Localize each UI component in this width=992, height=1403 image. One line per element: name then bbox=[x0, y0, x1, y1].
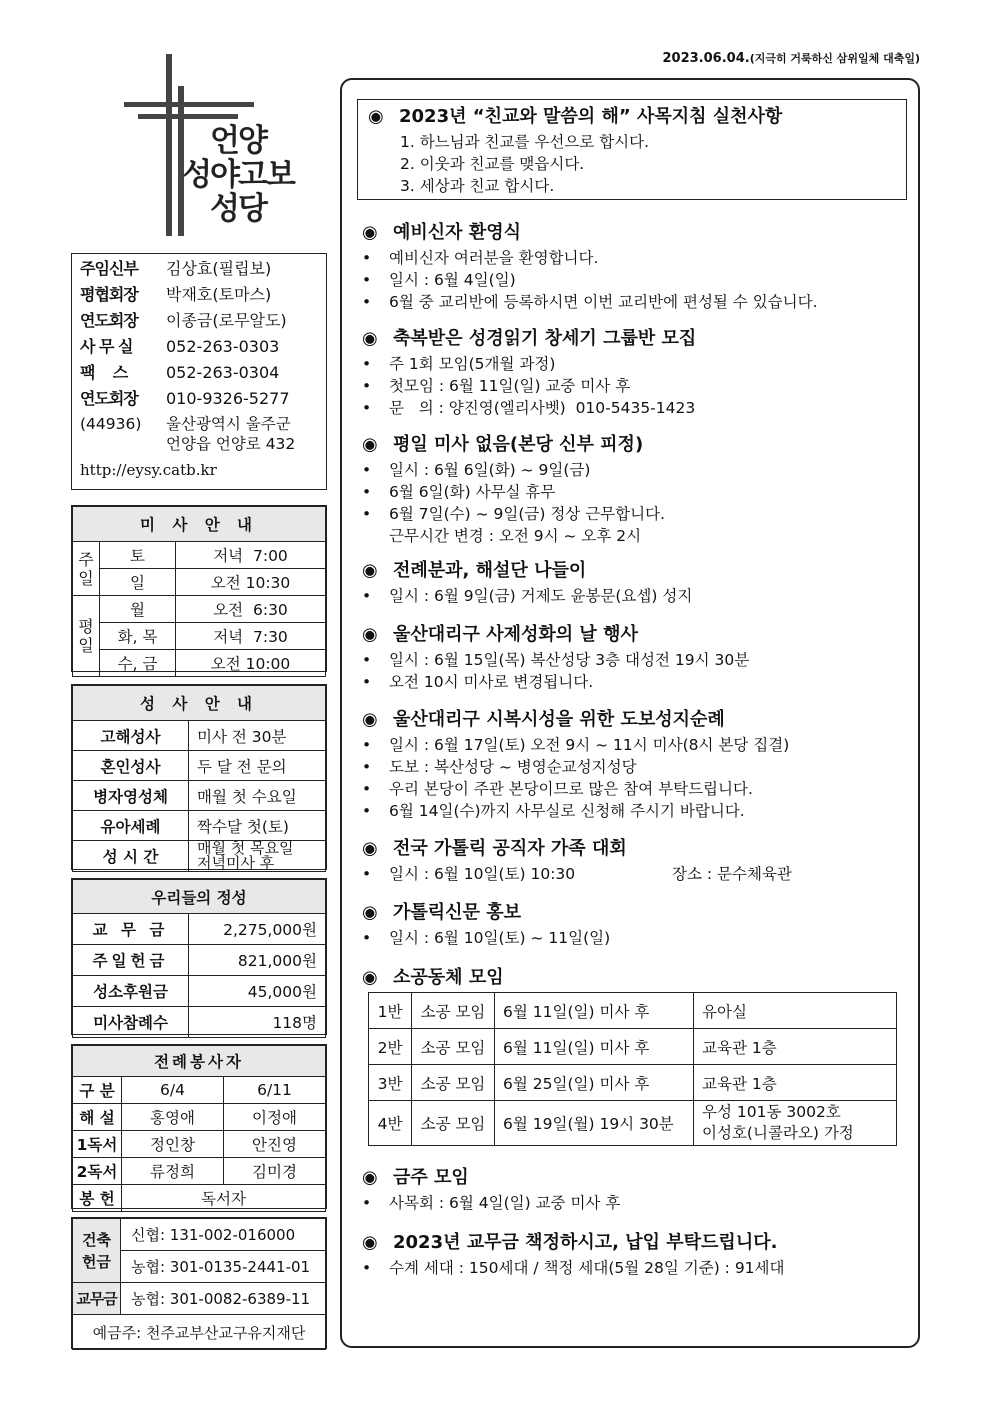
offering-summary bbox=[71, 878, 327, 1035]
group-type: 소공 모임 bbox=[412, 1065, 495, 1101]
section-mark-icon: ◉ bbox=[362, 434, 378, 455]
servers-label: 1독서 bbox=[73, 1131, 122, 1158]
section-catholic-newspaper bbox=[362, 899, 910, 949]
sacrament-guide bbox=[71, 684, 327, 870]
theme-item: 1. 하느님과 친교를 우선으로 합시다. bbox=[400, 133, 650, 151]
section-mark-icon: ◉ bbox=[362, 902, 378, 923]
info-label: 연도회장 bbox=[80, 389, 138, 408]
group-type: 소공 모임 bbox=[412, 993, 495, 1029]
group-number: 3반 bbox=[369, 1065, 412, 1101]
info-value: 김상효(필립보) bbox=[166, 259, 272, 278]
bulletin-date bbox=[663, 50, 921, 66]
bullet-text: 사목회 : 6월 4일(일) 교중 미사 후 bbox=[389, 1194, 621, 1212]
sacrament-label: 병자영성체 bbox=[73, 781, 189, 811]
bullet-text: 우리 본당이 주관 본당이므로 많은 참여 부탁드립니다. bbox=[389, 780, 753, 798]
section-tithe bbox=[362, 1229, 910, 1279]
group-place: 교육관 1층 bbox=[694, 1029, 897, 1065]
section-mark-icon: ◉ bbox=[362, 560, 378, 581]
section-title: ◉ 2023년 교무금 책정하시고, 납입 부탁드립니다. bbox=[362, 1229, 910, 1257]
servers-title: 전례봉사자 bbox=[73, 1046, 326, 1077]
section-mark-icon: ◉ bbox=[362, 222, 378, 243]
table-row bbox=[369, 1101, 897, 1146]
section-mark-icon: ◉ bbox=[362, 328, 378, 349]
mass-day: 일 bbox=[100, 569, 176, 596]
offering-title: 우리들의 정성 bbox=[73, 880, 326, 914]
section-mark-icon: ◉ bbox=[368, 106, 384, 127]
mass-time: 오전 10:30 bbox=[176, 569, 326, 596]
sacrament-label: 고해성사 bbox=[73, 721, 189, 751]
liturgy-servers bbox=[71, 1044, 327, 1209]
theme-item: 3. 세상과 친교 합시다. bbox=[400, 177, 555, 195]
parish-name: 언양 성야고보 성당 bbox=[182, 123, 294, 227]
group-type: 소공 모임 bbox=[412, 1029, 495, 1065]
group-number: 4반 bbox=[369, 1101, 412, 1146]
server-name: 홍영애 bbox=[122, 1104, 224, 1131]
mass-schedule bbox=[71, 505, 327, 672]
group-place: 유아실 bbox=[694, 993, 897, 1029]
bullet-text: 수계 세대 : 150세대 / 책정 세대(5월 28일 기준) : 91세대 bbox=[389, 1259, 785, 1277]
section-title: ◉ 예비신자 환영식 bbox=[362, 219, 910, 247]
account-number: 농협: 301-0135-2441-01 bbox=[121, 1251, 326, 1283]
server-name: 독서자 bbox=[122, 1185, 326, 1212]
server-name: 김미경 bbox=[224, 1158, 326, 1185]
group-place: 우성 101동 3002호 이성호(니콜라오) 가정 bbox=[694, 1101, 897, 1146]
mass-time: 오전 10:00 bbox=[176, 650, 326, 677]
sacrament-value: 미사 전 30분 bbox=[189, 721, 326, 751]
bullet-icon: • bbox=[362, 249, 372, 267]
table-row bbox=[369, 1065, 897, 1101]
info-label: 사 무 실 bbox=[80, 337, 133, 356]
section-liturgy-outing bbox=[362, 557, 910, 607]
server-name: 이정애 bbox=[224, 1104, 326, 1131]
group-place: 교육관 1층 bbox=[694, 1065, 897, 1101]
bullet-text: 주 1회 모임(5개월 과정) bbox=[389, 355, 556, 373]
tithe-label: 교무금 bbox=[73, 1283, 121, 1315]
servers-date: 6/11 bbox=[224, 1077, 326, 1104]
section-title: ◉ 금주 모임 bbox=[362, 1164, 910, 1192]
section-weekly-meeting bbox=[362, 1164, 910, 1214]
servers-label: 봉 헌 bbox=[73, 1185, 122, 1212]
bullet-icon: • bbox=[362, 587, 372, 605]
info-value: 052-263-0303 bbox=[166, 337, 280, 356]
account-number: 농협: 301-0082-6389-11 bbox=[121, 1283, 326, 1315]
bullet-text: 도보 : 복산성당 ~ 병영순교성지성당 bbox=[389, 758, 637, 776]
section-title: ◉ 전례분과, 해설단 나들이 bbox=[362, 557, 910, 585]
section-no-weekday-mass bbox=[362, 431, 910, 547]
section-mark-icon: ◉ bbox=[362, 1167, 378, 1188]
info-label: 팩 스 bbox=[80, 363, 128, 382]
section-mark-icon: ◉ bbox=[362, 624, 378, 645]
bullet-text: 6월 7일(수) ~ 9일(금) 정상 근무합니다. bbox=[389, 505, 665, 523]
sacrament-title: 성 사 안 내 bbox=[73, 686, 326, 721]
mass-time: 저녁 7:30 bbox=[176, 623, 326, 650]
bullet-text: 6월 6일(화) 사무실 휴무 bbox=[389, 483, 556, 501]
mass-time: 저녁 7:00 bbox=[176, 542, 326, 569]
bullet-icon: • bbox=[362, 780, 372, 798]
mass-day: 월 bbox=[100, 596, 176, 623]
group-time: 6월 11일(일) 미사 후 bbox=[495, 1029, 694, 1065]
section-mark-icon: ◉ bbox=[362, 967, 378, 988]
bullet-text: 일시 : 6월 10일(토) 10:30 bbox=[389, 865, 576, 883]
section-priest-sanctification bbox=[362, 621, 910, 693]
mass-day: 화, 목 bbox=[100, 623, 176, 650]
sacrament-label: 유아세례 bbox=[73, 811, 189, 841]
pastoral-theme bbox=[357, 99, 907, 200]
bullet-text: 일시 : 6월 9일(금) 거제도 윤봉문(요셉) 성지 bbox=[389, 587, 693, 605]
info-value: 박재호(토마스) bbox=[166, 285, 272, 304]
bullet-icon: • bbox=[362, 673, 372, 691]
offering-value: 2,275,000원 bbox=[189, 914, 326, 945]
date-text: 2023.06.04. bbox=[662, 51, 750, 66]
bullet-icon: • bbox=[362, 929, 372, 947]
group-type: 소공 모임 bbox=[412, 1101, 495, 1146]
bullet-icon: • bbox=[362, 355, 372, 373]
bullet-icon: • bbox=[362, 1259, 372, 1277]
sacrament-label: 성 시 간 bbox=[73, 841, 189, 872]
bullet-text: 오전 10시 미사로 변경됩니다. bbox=[389, 673, 594, 691]
parish-logo bbox=[124, 54, 294, 236]
sacrament-value: 매월 첫 목요일 저녁미사 후 bbox=[189, 841, 326, 872]
bullet-icon: • bbox=[362, 865, 372, 883]
section-small-community bbox=[362, 964, 910, 992]
bullet-icon: • bbox=[362, 505, 372, 523]
section-mark-icon: ◉ bbox=[362, 838, 378, 859]
section-title: ◉ 울산대리구 시복시성을 위한 도보성지순례 bbox=[362, 706, 910, 734]
sunday-label: 주 일 bbox=[73, 542, 100, 596]
bullet-icon: • bbox=[362, 399, 372, 417]
bullet-icon: • bbox=[362, 377, 372, 395]
group-number: 1반 bbox=[369, 993, 412, 1029]
building-fund-label: 건축 헌금 bbox=[73, 1219, 121, 1283]
sacrament-value: 매월 첫 수요일 bbox=[189, 781, 326, 811]
offering-label: 주일헌금 bbox=[73, 945, 189, 976]
servers-date: 6/4 bbox=[122, 1077, 224, 1104]
offering-label: 미사참례수 bbox=[73, 1007, 189, 1038]
bullet-text: 일시 : 6월 4일(일) bbox=[389, 271, 516, 289]
sacrament-value: 짝수달 첫(토) bbox=[189, 811, 326, 841]
weekday-label: 평 일 bbox=[73, 596, 100, 677]
zip-code: (44936) bbox=[80, 415, 142, 433]
feast-name: (지극히 거룩하신 삼위일체 대축일) bbox=[749, 52, 920, 65]
servers-label: 해 설 bbox=[73, 1104, 122, 1131]
info-value: 052-263-0304 bbox=[166, 363, 280, 382]
bullet-icon: • bbox=[362, 1194, 372, 1212]
bullet-icon: • bbox=[362, 271, 372, 289]
mass-title: 미 사 안 내 bbox=[73, 507, 326, 542]
group-time: 6월 25일(일) 미사 후 bbox=[495, 1065, 694, 1101]
bullet-continuation: 근무시간 변경 : 오전 9시 ~ 오후 2시 bbox=[389, 527, 642, 545]
section-title: ◉ 축복받은 성경읽기 창세기 그룹반 모집 bbox=[362, 325, 910, 353]
info-label: 평협회장 bbox=[80, 285, 138, 304]
bullet-icon: • bbox=[362, 758, 372, 776]
offering-label: 교 무 금 bbox=[73, 914, 189, 945]
section-mark-icon: ◉ bbox=[362, 709, 378, 730]
theme-item: 2. 이웃과 친교를 맺읍시다. bbox=[400, 155, 585, 173]
servers-label: 2독서 bbox=[73, 1158, 122, 1185]
info-value: 이종금(로무알도) bbox=[166, 311, 287, 330]
account-number: 신협: 131-002-016000 bbox=[121, 1219, 326, 1251]
mass-day: 토 bbox=[100, 542, 176, 569]
group-time: 6월 11일(일) 미사 후 bbox=[495, 993, 694, 1029]
offering-value: 45,000원 bbox=[189, 976, 326, 1007]
bullet-text: 6월 14일(수)까지 사무실로 신청해 주시기 바랍니다. bbox=[389, 802, 745, 820]
table-row bbox=[369, 1029, 897, 1065]
section-catechumen bbox=[362, 219, 910, 313]
table-row bbox=[369, 993, 897, 1029]
bullet-icon: • bbox=[362, 461, 372, 479]
bullet-icon: • bbox=[362, 736, 372, 754]
server-name: 류정희 bbox=[122, 1158, 224, 1185]
section-title: ◉ 가톨릭신문 홍보 bbox=[362, 899, 910, 927]
section-bible-reading bbox=[362, 325, 910, 419]
bullet-text: 일시 : 6월 6일(화) ~ 9일(금) bbox=[389, 461, 591, 479]
offering-value: 821,000원 bbox=[189, 945, 326, 976]
section-title: ◉ 전국 가톨릭 공직자 가족 대회 bbox=[362, 835, 910, 863]
bullet-text: 첫모임 : 6월 11일(일) 교중 미사 후 bbox=[389, 377, 631, 395]
section-mark-icon: ◉ bbox=[362, 1232, 378, 1253]
sacrament-value: 두 달 전 문의 bbox=[189, 751, 326, 781]
group-time: 6월 19일(월) 19시 30분 bbox=[495, 1101, 694, 1146]
website-link[interactable]: http://eysy.catb.kr bbox=[80, 461, 217, 479]
bullet-text: 6월 중 교리반에 등록하시면 이번 교리반에 편성될 수 있습니다. bbox=[389, 293, 818, 311]
theme-title: ◉ 2023년 “친교와 말씀의 해” 사목지침 실천사항 bbox=[368, 102, 896, 131]
account-holder: 예금주: 천주교부산교구유지재단 bbox=[73, 1315, 326, 1350]
small-community-table bbox=[368, 992, 897, 1146]
offering-value: 118명 bbox=[189, 1007, 326, 1038]
address: 울산광역시 울주군 언양읍 언양로 432 bbox=[166, 415, 296, 453]
server-name: 안진영 bbox=[224, 1131, 326, 1158]
offering-label: 성소후원금 bbox=[73, 976, 189, 1007]
bullet-icon: • bbox=[362, 293, 372, 311]
section-title: ◉ 울산대리구 사제성화의 날 행사 bbox=[362, 621, 910, 649]
section-title: ◉ 소공동체 모임 bbox=[362, 964, 910, 992]
info-label: 연도회장 bbox=[80, 311, 138, 330]
bullet-text: 일시 : 6월 10일(토) ~ 11일(일) bbox=[389, 929, 611, 947]
mass-day: 수, 금 bbox=[100, 650, 176, 677]
section-title: ◉ 평일 미사 없음(본당 신부 피정) bbox=[362, 431, 910, 459]
parish-info bbox=[71, 253, 327, 490]
bullet-icon: • bbox=[362, 651, 372, 669]
bullet-text: 일시 : 6월 17일(토) 오전 9시 ~ 11시 미사(8시 본당 집결) bbox=[389, 736, 790, 754]
mass-time: 오전 6:30 bbox=[176, 596, 326, 623]
server-name: 정인창 bbox=[122, 1131, 224, 1158]
section-public-servants bbox=[362, 835, 910, 885]
bullet-text: 문 의 : 양진영(엘리사벳) 010-5435-1423 bbox=[389, 399, 696, 417]
info-label: 주임신부 bbox=[80, 259, 138, 278]
bullet-text: 일시 : 6월 15일(목) 복산성당 3층 대성전 19시 30분 bbox=[389, 651, 750, 669]
sacrament-label: 혼인성사 bbox=[73, 751, 189, 781]
servers-label: 구 분 bbox=[73, 1077, 122, 1104]
bullet-icon: • bbox=[362, 802, 372, 820]
group-number: 2반 bbox=[369, 1029, 412, 1065]
info-value: 010-9326-5277 bbox=[166, 389, 290, 408]
bullet-icon: • bbox=[362, 483, 372, 501]
section-pilgrimage bbox=[362, 706, 910, 822]
bullet-text: 예비신자 여러분을 환영합니다. bbox=[389, 249, 599, 267]
bank-accounts bbox=[71, 1217, 327, 1349]
bullet-text: 장소 : 문수체육관 bbox=[672, 865, 792, 883]
